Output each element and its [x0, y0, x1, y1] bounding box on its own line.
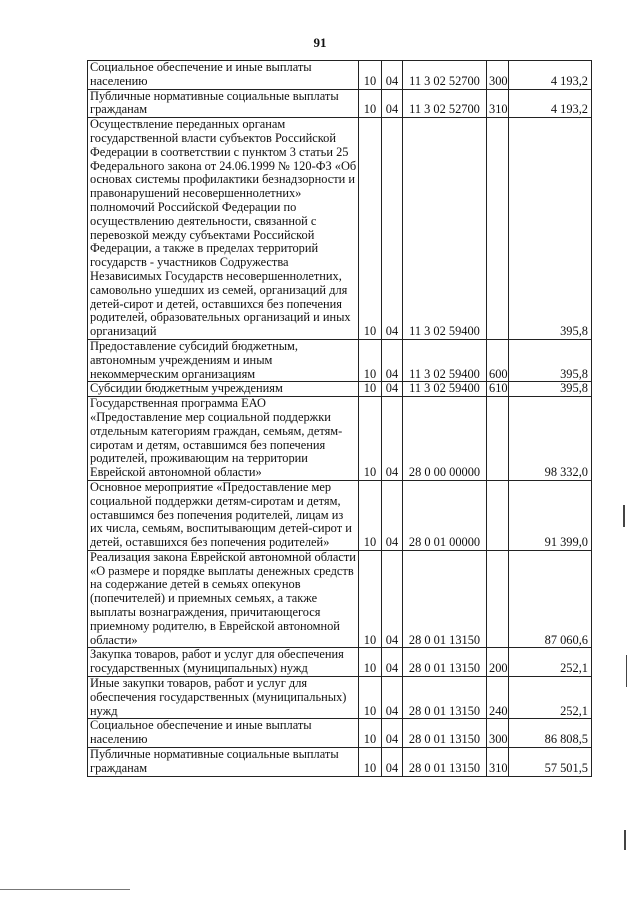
table-row	[88, 397, 592, 481]
footer-rule	[0, 889, 130, 890]
amount: 4 193,2	[509, 61, 592, 90]
table-row	[88, 719, 592, 748]
amount: 252,1	[509, 677, 592, 719]
target-article-code: 11 3 02 59400	[403, 382, 487, 397]
target-article-code: 11 3 02 52700	[403, 61, 487, 90]
section-code: 10	[359, 550, 382, 648]
subsection-code: 04	[382, 748, 403, 777]
table-row	[88, 118, 592, 340]
section-code: 10	[359, 118, 382, 340]
section-code: 10	[359, 480, 382, 550]
table-row	[88, 382, 592, 397]
target-article-code: 28 0 01 00000	[403, 480, 487, 550]
row-name: Социальное обеспечение и иные выплаты населению	[88, 719, 359, 748]
row-name: Иные закупки товаров, работ и услуг для обеспечения государственных (муниципальных) нужд	[88, 677, 359, 719]
subsection-code: 04	[382, 550, 403, 648]
section-code: 10	[359, 719, 382, 748]
target-article-code: 11 3 02 59400	[403, 339, 487, 381]
expense-type-code	[487, 550, 509, 648]
target-article-code: 28 0 01 13150	[403, 719, 487, 748]
subsection-code: 04	[382, 648, 403, 677]
table-row	[88, 61, 592, 90]
amount: 395,8	[509, 339, 592, 381]
amount: 57 501,5	[509, 748, 592, 777]
subsection-code: 04	[382, 719, 403, 748]
expense-type-code: 610	[487, 382, 509, 397]
target-article-code: 28 0 01 13150	[403, 550, 487, 648]
table-row	[88, 648, 592, 677]
amount: 395,8	[509, 382, 592, 397]
subsection-code: 04	[382, 677, 403, 719]
row-name: Социальное обеспечение и иные выплаты населению	[88, 61, 359, 90]
target-article-code: 11 3 02 52700	[403, 89, 487, 118]
row-name: Публичные нормативные социальные выплаты гражданам	[88, 748, 359, 777]
amount: 395,8	[509, 118, 592, 340]
row-name: Закупка товаров, работ и услуг для обеспечения государственных (муниципальных) нужд	[88, 648, 359, 677]
section-code: 10	[359, 677, 382, 719]
expense-type-code	[487, 480, 509, 550]
subsection-code: 04	[382, 61, 403, 90]
target-article-code: 28 0 01 13150	[403, 677, 487, 719]
section-code: 10	[359, 397, 382, 481]
table-row	[88, 480, 592, 550]
section-code: 10	[359, 339, 382, 381]
subsection-code: 04	[382, 382, 403, 397]
subsection-code: 04	[382, 339, 403, 381]
row-name: Субсидии бюджетным учреждениям	[88, 382, 359, 397]
table-row	[88, 89, 592, 118]
table-row	[88, 677, 592, 719]
expense-type-code: 310	[487, 748, 509, 777]
target-article-code: 28 0 01 13150	[403, 748, 487, 777]
budget-table-body	[88, 61, 592, 777]
section-code: 10	[359, 748, 382, 777]
row-name: Предоставление субсидий бюджетным, автономным учреждениям и иным некоммерческим организациям	[88, 339, 359, 381]
amount: 4 193,2	[509, 89, 592, 118]
amount: 86 808,5	[509, 719, 592, 748]
subsection-code: 04	[382, 480, 403, 550]
amount: 98 332,0	[509, 397, 592, 481]
section-code: 10	[359, 89, 382, 118]
amount: 252,1	[509, 648, 592, 677]
budget-table	[87, 60, 592, 777]
target-article-code: 11 3 02 59400	[403, 118, 487, 340]
target-article-code: 28 0 01 13150	[403, 648, 487, 677]
table-row	[88, 748, 592, 777]
expense-type-code: 310	[487, 89, 509, 118]
amount: 91 399,0	[509, 480, 592, 550]
expense-type-code	[487, 397, 509, 481]
page-number: 91	[313, 35, 327, 50]
scan-edge-mark	[623, 505, 625, 527]
scan-edge-mark	[624, 830, 626, 850]
table-row	[88, 550, 592, 648]
scan-edge-mark	[626, 655, 627, 687]
subsection-code: 04	[382, 89, 403, 118]
row-name: Публичные нормативные социальные выплаты гражданам	[88, 89, 359, 118]
section-code: 10	[359, 648, 382, 677]
table-row	[88, 339, 592, 381]
section-code: 10	[359, 61, 382, 90]
section-code: 10	[359, 382, 382, 397]
expense-type-code: 600	[487, 339, 509, 381]
expense-type-code: 300	[487, 61, 509, 90]
expense-type-code: 240	[487, 677, 509, 719]
amount: 87 060,6	[509, 550, 592, 648]
target-article-code: 28 0 00 00000	[403, 397, 487, 481]
subsection-code: 04	[382, 397, 403, 481]
subsection-code: 04	[382, 118, 403, 340]
row-name: Основное мероприятие «Предоставление мер социальной поддержки детям-сиротам и детям, оставшимся без попечения родителей, лицам из их числа, семьям, воспитывающим детей-сирот и детей, оставшихся без попечения родителей»	[88, 480, 359, 550]
expense-type-code: 200	[487, 648, 509, 677]
row-name: Государственная программа ЕАО «Предоставление мер социальной поддержки отдельным категориям граждан, семьям, детям-сиротам и детям, оставшимся без попечения родителей, проживающим на территории Еврейской автономной области»	[88, 397, 359, 481]
expense-type-code: 300	[487, 719, 509, 748]
row-name: Осуществление переданных органам государственной власти субъектов Российской Федерации в соответствии с пунктом 3 статьи 25 Федерального закона от 24.06.1999 № 120-ФЗ «Об основах системы профилактики безнадзорности и правонарушений несовершеннолетних» полномочий Российской Федерации по осуществлению деятельности, связанной с перевозкой между субъектами Российской Федерации, а также в пределах территорий государств - участников Содружества Независимых Государств несовершеннолетних, самовольно ушедших из семей, организаций для детей-сирот и детей, оставшихся без попечения родителей, образовательных организаций и иных организаций	[88, 118, 359, 340]
row-name: Реализация закона Еврейской автономной области «О размере и порядке выплаты денежных средств на содержание детей в семьях опекунов (попечителей) и приемных семьях, а также выплаты вознаграждения, причитающегося приемному родителю, в Еврейской автономной области»	[88, 550, 359, 648]
expense-type-code	[487, 118, 509, 340]
